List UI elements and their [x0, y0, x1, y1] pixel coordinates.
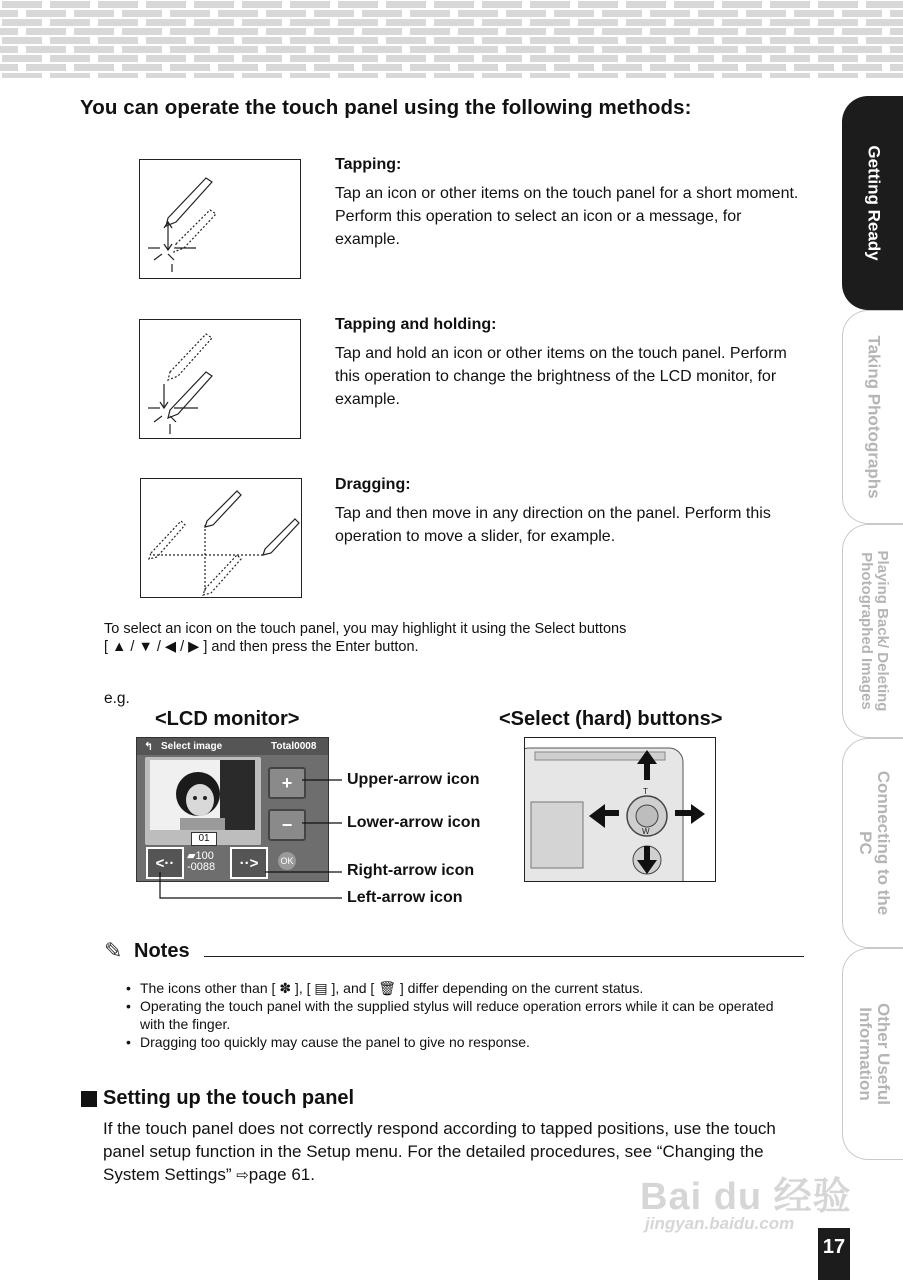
tab-label: Other Useful Information [855, 1002, 893, 1106]
camera-buttons-figure [524, 737, 716, 882]
tab-label: Playing Back/ Deleting Photographed Images [857, 550, 891, 712]
page-number: 17 [818, 1228, 850, 1280]
tab-other-useful-information[interactable] [842, 948, 903, 1160]
section-bullet-square [81, 1091, 97, 1107]
page-ref-arrow-icon: ⇨ [236, 1167, 249, 1184]
tab-label: Connecting to the PC [855, 770, 893, 916]
camera-back-illustration [525, 738, 715, 881]
notes-header [104, 936, 804, 966]
eg-label: e.g. [104, 690, 130, 707]
minus-icon: − [281, 814, 293, 835]
pen-icon: ✎ [104, 938, 123, 963]
method-body-tap-hold: Tap and hold an icon or other items on the touch panel. Perform this operation to change the brightness of the LCD monitor, for example. [335, 345, 787, 408]
tab-getting-ready[interactable] [842, 96, 903, 310]
trash-icon: 🗑 [378, 980, 396, 996]
page-ref-link[interactable]: page 61. [248, 1165, 315, 1184]
page-heading: You can operate the touch panel using the following methods: [80, 96, 692, 119]
notes-list [126, 979, 802, 1051]
flower-icon: ✽ [279, 980, 292, 996]
callout-right: Right-arrow icon [347, 862, 475, 879]
zoom-w-label: W [642, 827, 650, 836]
menu-icon: ▤ [314, 980, 328, 996]
callout-left: Left-arrow icon [347, 889, 463, 906]
method-title-tap-hold: Tapping and holding: [335, 316, 497, 333]
note-item: • The icons other than [ ✽ ], [ ▤ ], and [ 🗑 ] differ depending on the current status. [126, 979, 802, 997]
method-body-dragging: Tap and then move in any direction on the panel. Perform this operation to move a slider, for example. [335, 505, 771, 545]
file-number: -0088 [187, 861, 216, 873]
lcd-total: Total0008 [271, 741, 317, 752]
select-para-line1: To select an icon on the touch panel, you may highlight it using the Select buttons [104, 621, 627, 637]
baidu-watermark: Bai du 经验 [640, 1176, 852, 1218]
right-arrow-icon: ··> [239, 854, 259, 872]
lcd-title: Select image [161, 741, 223, 752]
section-body: If the touch panel does not correctly respond according to tapped positions, use the touch panel setup function in the Setup menu. For the detailed procedures, see “Changing the System Settings” ⇨page 61. [103, 1119, 776, 1184]
zoom-t-label: T [643, 787, 648, 796]
callout-lower: Lower-arrow icon [347, 814, 481, 831]
tab-connecting-to-pc[interactable] [842, 738, 903, 948]
tab-label: Taking Photographs [864, 335, 883, 499]
section-title: Setting up the touch panel [103, 1087, 355, 1109]
lcd-monitor-heading: <LCD monitor> [155, 708, 300, 730]
plus-icon: + [281, 772, 293, 793]
method-title-dragging: Dragging: [335, 476, 411, 493]
method-title-tapping: Tapping: [335, 156, 402, 173]
notes-rule [204, 956, 804, 957]
note-item: • Operating the touch panel with the supplied stylus will reduce operation errors while it can be operated with the finger. [126, 997, 802, 1033]
notes-title: Notes [134, 940, 190, 962]
callout-upper: Upper-arrow icon [347, 771, 480, 788]
folder-number: ▰100 [187, 850, 214, 862]
back-icon[interactable]: ↰ [144, 741, 154, 753]
select-para-line2: [ ▲ / ▼ / ◀ / ▶ ] and then press the Enter button. [104, 639, 419, 655]
folder-icon: ▰ [187, 850, 196, 862]
select-buttons-heading: <Select (hard) buttons> [499, 708, 723, 730]
lcd-frame-number: 01 [191, 832, 217, 846]
baidu-watermark-url: jingyan.baidu.com [645, 1214, 795, 1233]
method-body-tapping: Tap an icon or other items on the touch panel for a short moment. Perform this operation to select an icon or a message, for example. [335, 185, 799, 248]
tab-playing-back-deleting[interactable] [842, 524, 903, 738]
tab-label: Getting Ready [864, 145, 883, 261]
tab-taking-photographs[interactable] [842, 310, 903, 524]
left-arrow-icon: <·· [155, 854, 175, 872]
lcd-ok-button[interactable]: OK [278, 852, 296, 870]
note-item: • Dragging too quickly may cause the panel to give no response. [126, 1033, 802, 1051]
